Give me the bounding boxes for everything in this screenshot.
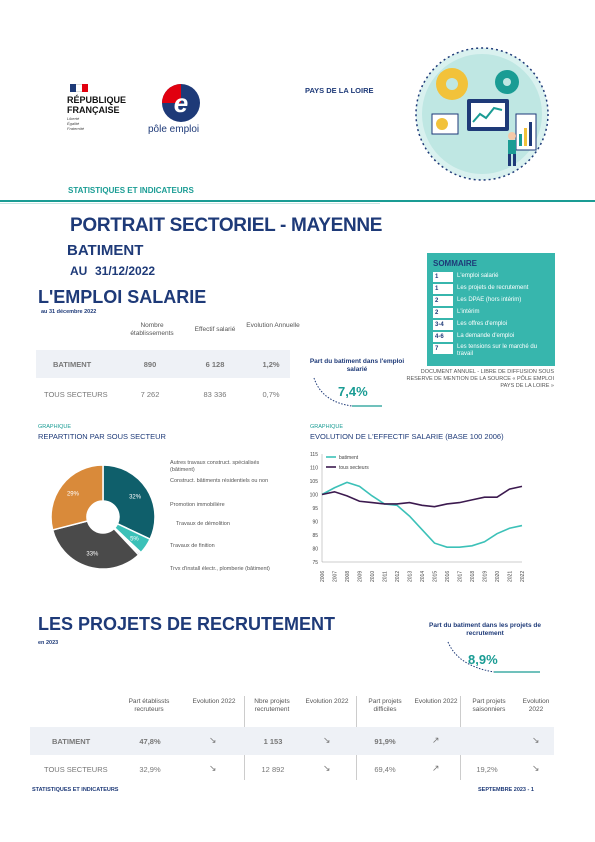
sommaire-item[interactable] — [433, 284, 528, 294]
emploi-part-value: 7,4% — [338, 384, 368, 399]
graph1-label: GRAPHIQUE — [38, 424, 72, 430]
y-tick-label: 90 — [312, 519, 318, 526]
recrut-cell: 12 892 — [261, 765, 285, 774]
header-divider-light — [0, 203, 380, 204]
pie-chart — [48, 462, 158, 572]
emploi-title: L'EMPLOI SALARIE — [38, 287, 207, 307]
recrut-header: Part projets saisonniers — [472, 698, 506, 713]
trend-arrow-icon: ↘ — [323, 763, 331, 773]
sommaire-item[interactable] — [433, 320, 507, 330]
sommaire-panel — [427, 253, 555, 366]
sommaire-label: Les projets de recrutement — [457, 285, 529, 291]
svg-text:e: e — [173, 88, 189, 118]
page-title: PORTRAIT SECTORIEL - MAYENNE — [70, 215, 383, 236]
graph2-title: EVOLUTION DE L'EFFECTIF SALARIE (BASE 100 2006) — [310, 432, 504, 441]
page-subtitle: BATIMENT — [67, 242, 144, 259]
y-tick-label: 80 — [312, 546, 318, 553]
report-date: 31/12/2022 — [95, 264, 156, 278]
sommaire-num: 2 — [433, 308, 453, 318]
x-tick-label: 2012 — [395, 570, 401, 582]
recrut-part-gauge-icon — [444, 638, 554, 683]
y-tick-label: 85 — [312, 533, 318, 539]
recrut-cell: 19,2% — [476, 765, 498, 774]
sommaire-num: 1 — [433, 272, 453, 282]
sommaire-item[interactable] — [433, 332, 514, 342]
trend-arrow-icon: ↘ — [323, 735, 331, 745]
x-tick-label: 2019 — [482, 570, 489, 582]
recrut-header: Evolution 2022 — [522, 698, 550, 713]
x-tick-label: 2016 — [445, 570, 451, 582]
devise: Liberté Égalité Fraternité — [67, 116, 85, 131]
recrut-title: LES PROJETS DE RECRUTEMENT — [38, 614, 336, 634]
y-tick-label: 105 — [309, 479, 318, 485]
footer-right: SEPTEMBRE 2023 - 1 — [478, 787, 534, 793]
x-tick-label: 2008 — [345, 570, 351, 582]
emploi-cell: 0,7% — [262, 390, 280, 399]
pie-legend-item: Travaux de finition — [170, 543, 215, 549]
trend-arrow-icon: ↘ — [532, 735, 540, 745]
sommaire-label: L'emploi salarié — [457, 273, 499, 279]
line-chart — [298, 448, 538, 588]
sommaire-label: La demande d'emploi — [457, 333, 515, 339]
pie-data-label: 5% — [130, 536, 139, 543]
recrut-part-label: Part du batiment dans les projets de recrutement — [429, 622, 541, 637]
recrut-sub: en 2023 — [38, 640, 59, 646]
x-tick-label: 2007 — [332, 570, 339, 582]
header-divider — [0, 200, 595, 202]
recrut-part-value: 8,9% — [468, 652, 498, 667]
recrut-header: Nbre projets recrutement — [254, 698, 290, 713]
sommaire-title: SOMMAIRE — [433, 259, 477, 268]
emploi-sub: au 31 décembre 2022 — [41, 309, 97, 315]
sommaire-num: 7 — [433, 344, 453, 354]
trend-arrow-icon: ↘ — [532, 763, 540, 773]
emploi-cell: 1,2% — [262, 360, 280, 369]
x-tick-label: 2009 — [357, 570, 364, 582]
x-tick-label: 2011 — [382, 571, 389, 582]
sommaire-num: 4-6 — [433, 332, 453, 342]
y-tick-label: 75 — [312, 560, 318, 566]
y-tick-label: 95 — [312, 506, 318, 512]
x-tick-label: 2015 — [432, 570, 439, 582]
recrut-header: Evolution 2022 — [414, 698, 458, 705]
pie-legend-item: Construct. bâtiments résidentiels ou non — [170, 478, 269, 484]
recrut-cell: 1 153 — [263, 737, 283, 746]
trend-arrow-icon: ↗ — [432, 735, 440, 745]
recrut-cell: 91,9% — [374, 737, 396, 746]
emploi-cell: 83 336 — [203, 390, 227, 399]
section-label: STATISTIQUES ET INDICATEURS — [68, 186, 194, 195]
emploi-header-effectif: Effectif salarié — [194, 326, 236, 333]
emploi-cell: 7 262 — [140, 390, 160, 399]
x-tick-label: 2022 — [520, 570, 526, 582]
sommaire-item[interactable] — [433, 272, 499, 282]
sommaire-label: L'intérim — [457, 309, 480, 315]
footer-left: STATISTIQUES ET INDICATEURS — [32, 787, 119, 793]
emploi-row-label: BATIMENT — [53, 360, 92, 369]
x-tick-label: 2010 — [370, 570, 376, 582]
illustration-icon — [412, 44, 552, 184]
recrut-row-label: BATIMENT — [52, 737, 91, 746]
sommaire-num: 3-4 — [433, 320, 453, 330]
series-line — [322, 482, 522, 547]
pie-data-label: 33% — [86, 551, 99, 558]
sommaire-item[interactable] — [433, 296, 521, 306]
recrut-cell: 69,4% — [374, 765, 396, 774]
pie-legend-item: Autres travaux construct. spécialisés (bâtiment) — [170, 460, 260, 473]
emploi-cell: 890 — [143, 360, 157, 369]
x-tick-label: 2013 — [407, 570, 414, 582]
pie-slice — [103, 465, 155, 539]
sommaire-label: Les offres d'emploi — [457, 321, 508, 327]
pie-legend-item: Promotion immobilière — [170, 502, 225, 508]
sommaire-num: 1 — [433, 284, 453, 294]
recrut-row-label: TOUS SECTEURS — [44, 765, 108, 774]
trend-arrow-icon: ↗ — [432, 763, 440, 773]
emploi-cell: 6 128 — [205, 360, 225, 369]
x-tick-label: 2021 — [507, 570, 514, 582]
emploi-header-evolution: Evolution Annuelle — [246, 322, 300, 329]
trend-arrow-icon: ↘ — [209, 763, 217, 773]
sommaire-item[interactable] — [433, 344, 547, 358]
emploi-row-label: TOUS SECTEURS — [44, 390, 108, 399]
graph1-title: REPARTITION PAR SOUS SECTEUR — [38, 432, 166, 441]
x-tick-label: 2020 — [495, 570, 501, 582]
pie-data-label: 32% — [129, 494, 142, 501]
sommaire-label: Les tensions sur le marché du travail — [457, 344, 538, 357]
x-tick-label: 2018 — [470, 570, 476, 582]
pole-emploi-logo-icon — [160, 82, 202, 124]
x-tick-label: 2006 — [320, 570, 326, 582]
recrut-header: Part projets difficiles — [368, 698, 402, 713]
recrut-header: Part établissts recruteurs — [128, 698, 170, 713]
pie-data-label: 29% — [66, 491, 79, 498]
recrut-header: Evolution 2022 — [192, 698, 236, 705]
y-tick-label: 115 — [310, 452, 318, 458]
x-tick-label: 2017 — [457, 570, 464, 582]
graph2-label: GRAPHIQUE — [310, 424, 344, 430]
date-prefix: AU — [70, 264, 88, 278]
series-line — [322, 486, 522, 506]
recrut-cell: 32,9% — [139, 765, 161, 774]
pie-legend-item: Trvx d'install électr., plomberie (bâtiment) — [170, 566, 270, 572]
document-note: DOCUMENT ANNUEL - LIBRE DE DIFFUSION SOUS RESERVE DE MENTION DE LA SOURCE « PÔLE EMPLOI PAYS DE LA LOIRE » — [406, 369, 554, 389]
sommaire-label: Les DPAE (hors intérim) — [457, 297, 522, 303]
y-tick-label: 110 — [310, 465, 318, 472]
pie-legend-item: Travaux de démolition — [176, 521, 230, 527]
trend-arrow-icon: ↘ — [209, 735, 217, 745]
region-label: PAYS DE LA LOIRE — [305, 86, 374, 95]
republique-title: RÉPUBLIQUE FRANÇAISE — [67, 95, 127, 115]
y-tick-label: 100 — [309, 492, 318, 499]
sommaire-item[interactable] — [433, 308, 480, 318]
x-tick-label: 2014 — [420, 570, 426, 582]
brand-name: pôle emploi — [148, 124, 200, 135]
sommaire-num: 2 — [433, 296, 453, 306]
legend-label: tous secteurs — [339, 465, 369, 471]
recrut-header: Evolution 2022 — [305, 698, 349, 705]
emploi-header-etab: Nombre établissements — [130, 322, 174, 337]
marianne-logo-icon — [70, 84, 88, 92]
emploi-part-label: Part du batiment dans l'emploi salarié — [309, 358, 405, 373]
recrut-cell: 47,8% — [139, 737, 161, 746]
legend-label: batiment — [339, 455, 359, 461]
